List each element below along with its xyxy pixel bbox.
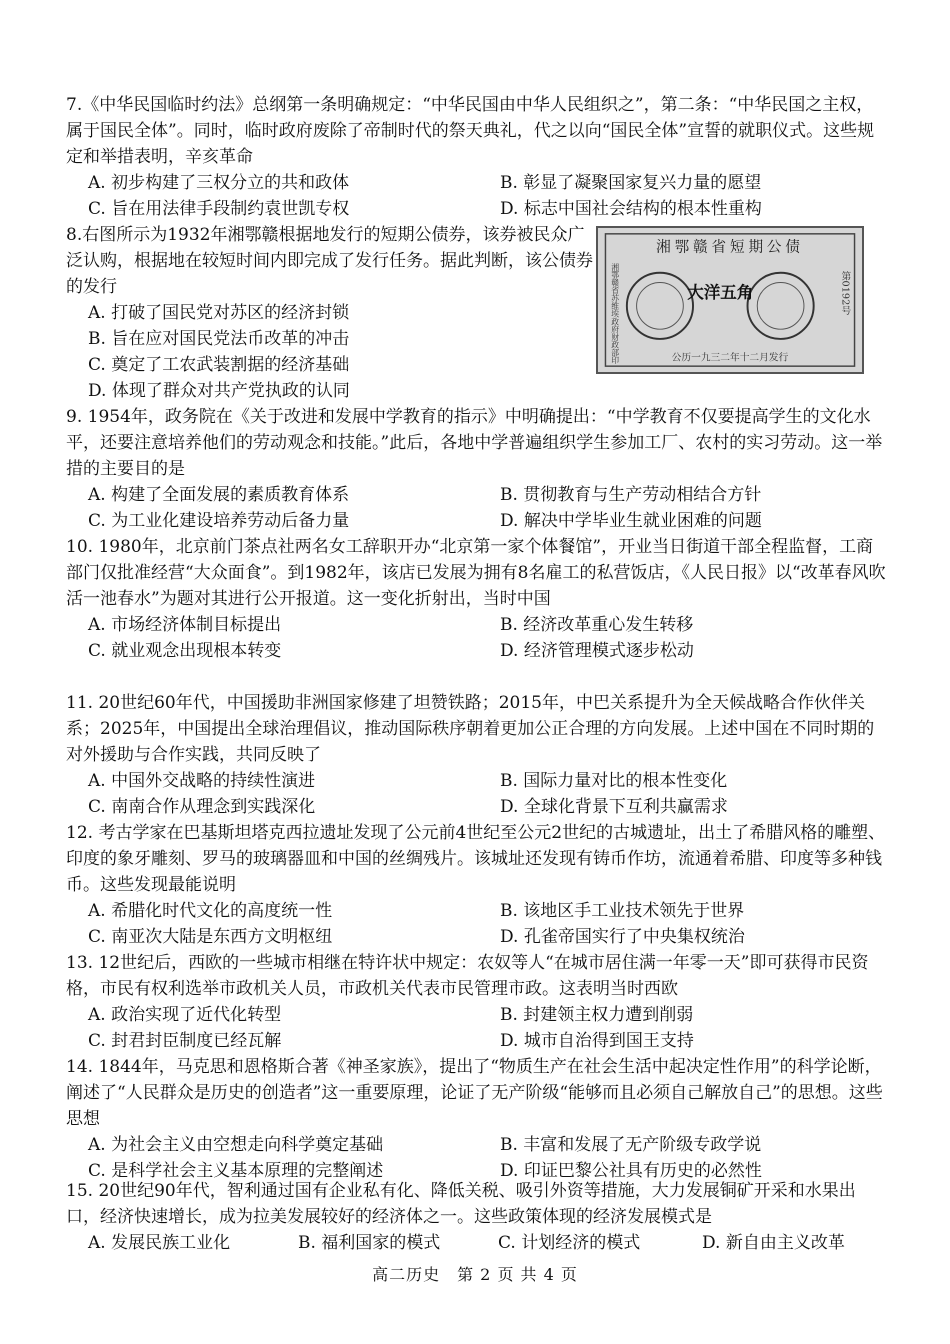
options	[66, 1002, 886, 1054]
question-9	[66, 404, 886, 534]
bond-serial: 第0192号	[839, 270, 851, 315]
option-a[interactable]: A. 市场经济体制目标提出	[88, 615, 282, 635]
option-c[interactable]: C. 为工业化建设培养劳动后备力量	[88, 511, 350, 531]
bond-denomination: 大洋五角	[687, 282, 754, 303]
option-c[interactable]: C. 旨在用法律手段制约袁世凯专权	[88, 199, 350, 219]
question-stem: 10. 1980年，北京前门茶点社两名女工辞职开办“北京第一家个体餐馆”，开业当日街道干部全程监督，工商部门仅批准经营“大众面食”。到1982年，该店已发展为拥有8名雇工的私营饭店，《人民日报》以“改革春风吹活一池春水”为题对其进行公开报道。这一变化折射出，当时中国	[66, 537, 886, 609]
option-a[interactable]: A. 打破了国民党对苏区的经济封锁	[88, 303, 350, 323]
question-10	[66, 534, 886, 664]
options	[66, 482, 886, 534]
option-b[interactable]: B. 旨在应对国民党法币改革的冲击	[88, 329, 350, 349]
bond-certificate-image	[596, 226, 864, 374]
option-a[interactable]: A. 中国外交战略的持续性演进	[88, 771, 316, 791]
options	[66, 898, 886, 950]
option-b[interactable]: B. 国际力量对比的根本性变化	[500, 771, 728, 791]
option-b[interactable]: B. 经济改革重心发生转移	[500, 615, 694, 635]
question-13	[66, 950, 886, 1054]
question-7	[66, 92, 886, 222]
option-b[interactable]: B. 封建领主权力遭到削弱	[500, 1005, 694, 1025]
option-c[interactable]: C. 计划经济的模式	[498, 1233, 641, 1253]
option-c[interactable]: C. 就业观念出现根本转变	[88, 641, 282, 661]
question-stem: 11. 20世纪60年代，中国援助非洲国家修建了坦赞铁路；2015年，中巴关系提升为全天候战略合作伙伴关系；2025年，中国提出全球治理倡议，推动国际秩序朝着更加公正合理的方向发展。上述中国在不同时期的对外援助与合作实践，共同反映了	[66, 693, 875, 765]
question-stem: 15. 20世纪90年代，智利通过国有企业私有化、降低关税、吸引外资等措施，大力发展铜矿开采和水果出口，经济快速增长，成为拉美发展较好的经济体之一。这些政策体现的经济发展模式是	[66, 1181, 856, 1227]
option-d[interactable]: D. 标志中国社会结构的根本性重构	[500, 199, 762, 219]
options	[66, 612, 886, 664]
option-a[interactable]: A. 构建了全面发展的素质教育体系	[88, 485, 350, 505]
question-11	[66, 690, 886, 820]
question-14	[66, 1054, 886, 1184]
options	[66, 1230, 886, 1256]
options	[66, 768, 886, 820]
question-15	[66, 1178, 886, 1256]
option-a[interactable]: A. 希腊化时代文化的高度统一性	[88, 901, 333, 921]
option-d[interactable]: D. 体现了群众对共产党执政的认同	[88, 381, 350, 401]
option-a[interactable]: A. 政治实现了近代化转型	[88, 1005, 282, 1025]
option-c[interactable]: C. 是科学社会主义基本原理的完整阐述	[88, 1161, 384, 1181]
bond-illustration	[598, 228, 862, 372]
bond-title: 湘鄂赣省短期公债	[656, 238, 804, 256]
option-a[interactable]: A. 初步构建了三权分立的共和政体	[88, 173, 350, 193]
option-b[interactable]: B. 该地区手工业技术领先于世界	[500, 901, 745, 921]
option-a[interactable]: A. 发展民族工业化	[88, 1233, 231, 1253]
option-b[interactable]: B. 贯彻教育与生产劳动相结合方针	[500, 485, 762, 505]
question-stem: 7.《中华民国临时约法》总纲第一条明确规定：“中华民国由中华人民组织之”，第二条：“中华民国之主权，属于国民全体”。同时，临时政府废除了帝制时代的祭天典礼，代之以向“国民全体”宣誓的就职仪式。这些规定和举措表明，辛亥革命	[66, 95, 875, 167]
option-a[interactable]: A. 为社会主义由空想走向科学奠定基础	[88, 1135, 384, 1155]
option-b[interactable]: B. 福利国家的模式	[298, 1233, 441, 1253]
bond-bottom-text: 公历一九三二年十二月发行	[671, 352, 789, 364]
question-stem: 12. 考古学家在巴基斯坦塔克西拉遗址发现了公元前4世纪至公元2世纪的古城遗址，出土了希腊风格的雕塑、印度的象牙雕刻、罗马的玻璃器皿和中国的丝绸残片。该城址还发现有铸币作坊，流通着希腊、印度等多种钱币。这些发现最能说明	[66, 823, 886, 895]
option-d[interactable]: D. 印证巴黎公社具有历史的必然性	[500, 1161, 762, 1181]
question-stem: 14. 1844年，马克思和恩格斯合著《神圣家族》，提出了“物质生产在社会生活中起决定性作用”的科学论断，阐述了“人民群众是历史的创造者”这一重要原理，论证了无产阶级“能够而且必须自己解放自己”的思想。这些思想	[66, 1057, 883, 1129]
page-footer: 高二历史 第 2 页 共 4 页	[372, 1265, 578, 1284]
option-d[interactable]: D. 城市自治得到国王支持	[500, 1031, 694, 1051]
question-stem: 9. 1954年，政务院在《关于改进和发展中学教育的指示》中明确提出：“中学教育不仅要提高学生的文化水平，还要注意培养他们的劳动观念和技能。”此后，各地中学普遍组织学生参加工厂、农村的实习劳动。这一举措的主要目的是	[66, 407, 883, 479]
question-stem: 8.右图所示为1932年湘鄂赣根据地发行的短期公债券，该券被民众广泛认购，根据地在较短时间内即完成了发行任务。据此判断，该公债券的发行	[66, 225, 593, 297]
bond-side-text: 湘鄂赣省苏维埃政府财政部印	[610, 263, 620, 365]
options	[66, 1132, 886, 1184]
option-d[interactable]: D. 全球化背景下互利共赢需求	[500, 797, 728, 817]
question-12	[66, 820, 886, 950]
option-b[interactable]: B. 丰富和发展了无产阶级专政学说	[500, 1135, 762, 1155]
question-stem: 13. 12世纪后，西欧的一些城市相继在特许状中规定：农奴等人“在城市居住满一年零一天”即可获得市民资格，市民有权利选举市政机关人员，市政机关代表市民管理市政。这表明当时西欧	[66, 953, 869, 999]
options	[66, 170, 886, 222]
option-d[interactable]: D. 新自由主义改革	[702, 1233, 845, 1253]
option-d[interactable]: D. 孔雀帝国实行了中央集权统治	[500, 927, 745, 947]
option-c[interactable]: C. 南亚次大陆是东西方文明枢纽	[88, 927, 333, 947]
option-c[interactable]: C. 封君封臣制度已经瓦解	[88, 1031, 282, 1051]
option-d[interactable]: D. 经济管理模式逐步松动	[500, 641, 694, 661]
option-d[interactable]: D. 解决中学毕业生就业困难的问题	[500, 511, 762, 531]
option-c[interactable]: C. 南南合作从理念到实践深化	[88, 797, 316, 817]
option-c[interactable]: C. 奠定了工农武装割据的经济基础	[88, 355, 350, 375]
option-b[interactable]: B. 彰显了凝聚国家复兴力量的愿望	[500, 173, 762, 193]
